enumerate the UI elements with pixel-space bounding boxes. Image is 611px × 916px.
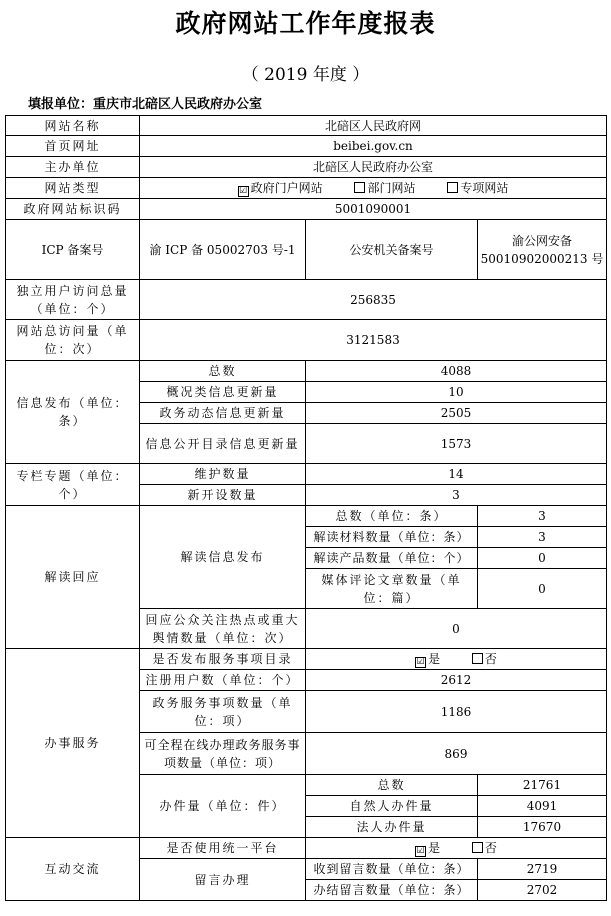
row-columns-maintain	[6, 464, 607, 485]
online-label: 可全程在线办理政务服务事项数量（单位：项）	[140, 733, 306, 775]
interp-row-label: 解读产品数量（单位：个）	[306, 548, 478, 569]
message-row-label: 收到留言数量（单位：条）	[306, 859, 478, 880]
unique-visitors-value: 256835	[140, 280, 607, 320]
handled-row-label: 法人办件量	[306, 817, 478, 838]
row-icp	[6, 220, 607, 280]
checkbox-unchecked-icon	[472, 653, 483, 664]
info-row-label: 总数	[140, 361, 306, 382]
interp-row-label: 媒体评论文章数量（单位：篇）	[306, 569, 478, 609]
row-unique-visitors	[6, 280, 607, 320]
interpretation-sub-label: 解读信息发布	[140, 506, 306, 609]
site-name-label: 网站名称	[6, 116, 140, 136]
checkbox-unchecked-icon	[447, 182, 458, 193]
hotspot-label: 回应公众关注热点或重大舆情数量（单位：次）	[140, 609, 306, 649]
items-value: 1186	[306, 691, 607, 733]
catalog-yes-label: 是	[428, 652, 441, 666]
platform-yes	[415, 839, 440, 857]
info-row-value: 1573	[306, 424, 607, 464]
service-label: 办事服务	[6, 649, 140, 838]
columns-row-value: 14	[306, 464, 607, 485]
icp-label: ICP 备案号	[6, 220, 140, 280]
row-homepage	[6, 136, 607, 157]
checkbox-unchecked-icon	[354, 182, 365, 193]
platform-label: 是否使用统一平台	[140, 838, 306, 859]
interaction-label: 互动交流	[6, 838, 140, 901]
message-row-label: 办结留言数量（单位：条）	[306, 880, 478, 901]
info-publish-label: 信息发布（单位：条）	[6, 361, 140, 464]
report-year: （ 2019 年度 ）	[241, 65, 370, 85]
police-value: 渝公网安备 50010902000213 号	[478, 220, 607, 280]
row-interp-total	[6, 506, 607, 527]
checkbox-checked-icon: ☑	[416, 846, 425, 856]
site-type-option-special	[447, 179, 508, 197]
row-service-catalog	[6, 649, 607, 670]
hotspot-value: 0	[306, 609, 607, 649]
message-row-value: 2719	[478, 859, 607, 880]
site-type-option-label: 专项网站	[460, 181, 509, 195]
filler-unit: 填报单位：重庆市北碚区人民政府办公室	[28, 97, 263, 112]
catalog-label: 是否发布服务事项目录	[140, 649, 306, 670]
checkbox-checked-icon: ☑	[239, 186, 248, 196]
total-visits-value: 3121583	[140, 320, 607, 361]
handled-row-label: 总数	[306, 775, 478, 796]
platform-options	[306, 838, 607, 859]
interp-row-value: 3	[478, 527, 607, 548]
handled-row-value: 17670	[478, 817, 607, 838]
row-info-total	[6, 361, 607, 382]
icp-value: 渝 ICP 备 05002703 号-1	[140, 220, 306, 280]
info-row-value: 10	[306, 382, 607, 403]
row-platform	[6, 838, 607, 859]
handled-row-label: 自然人办件量	[306, 796, 478, 817]
homepage-value: beibei.gov.cn	[140, 136, 607, 157]
columns-row-label: 新开设数量	[140, 485, 306, 506]
message-label: 留言办理	[140, 859, 306, 901]
info-row-label: 政务动态信息更新量	[140, 403, 306, 424]
site-name-value: 北碚区人民政府网	[140, 116, 607, 136]
message-row-value: 2702	[478, 880, 607, 901]
users-value: 2612	[306, 670, 607, 691]
site-code-value: 5001090001	[140, 199, 607, 220]
site-type-option-label: 部门网站	[367, 181, 416, 195]
handled-row-value: 4091	[478, 796, 607, 817]
site-type-label: 网站类型	[6, 178, 140, 199]
interp-row-value: 0	[478, 569, 607, 609]
items-label: 政务服务事项数量（单位：项）	[140, 691, 306, 733]
unique-visitors-label: 独立用户访问总量（单位：个）	[6, 280, 140, 320]
checkbox-unchecked-icon	[472, 842, 483, 853]
catalog-yes	[415, 650, 440, 668]
info-row-label: 概况类信息更新量	[140, 382, 306, 403]
row-site-type	[6, 178, 607, 199]
site-type-option-label: 政府门户网站	[250, 181, 323, 195]
checkbox-checked-icon: ☑	[416, 657, 425, 667]
interp-row-value: 3	[478, 506, 607, 527]
platform-no-label: 否	[484, 841, 497, 855]
homepage-label: 首页网址	[6, 136, 140, 157]
info-row-value: 2505	[306, 403, 607, 424]
police-label: 公安机关备案号	[306, 220, 478, 280]
info-row-value: 4088	[306, 361, 607, 382]
row-total-visits	[6, 320, 607, 361]
sponsor-value: 北碚区人民政府办公室	[140, 157, 607, 178]
interp-row-label: 解读材料数量（单位：条）	[306, 527, 478, 548]
columns-row-value: 3	[306, 485, 607, 506]
row-site-code	[6, 199, 607, 220]
site-code-label: 政府网站标识码	[6, 199, 140, 220]
handled-row-value: 21761	[478, 775, 607, 796]
catalog-no-label: 否	[484, 652, 497, 666]
interpretation-label: 解读回应	[6, 506, 140, 649]
interp-row-value: 0	[478, 548, 607, 569]
row-sponsor	[6, 157, 607, 178]
report-table	[5, 115, 607, 901]
platform-no	[472, 839, 497, 857]
site-type-options	[140, 178, 607, 199]
site-type-option-portal	[238, 179, 323, 197]
columns-row-label: 维护数量	[140, 464, 306, 485]
online-value: 869	[306, 733, 607, 775]
sponsor-label: 主办单位	[6, 157, 140, 178]
handled-label: 办件量（单位：件）	[140, 775, 306, 838]
columns-label: 专栏专题（单位：个）	[6, 464, 140, 506]
interp-row-label: 总数（单位：条）	[306, 506, 478, 527]
catalog-options	[306, 649, 607, 670]
catalog-no	[472, 650, 497, 668]
row-site-name	[6, 116, 607, 136]
users-label: 注册用户数（单位：个）	[140, 670, 306, 691]
info-row-label: 信息公开目录信息更新量	[140, 424, 306, 464]
site-type-option-department	[354, 179, 415, 197]
report-title: 政府网站工作年度报表	[175, 9, 436, 38]
platform-yes-label: 是	[428, 841, 441, 855]
total-visits-label: 网站总访问量（单位：次）	[6, 320, 140, 361]
